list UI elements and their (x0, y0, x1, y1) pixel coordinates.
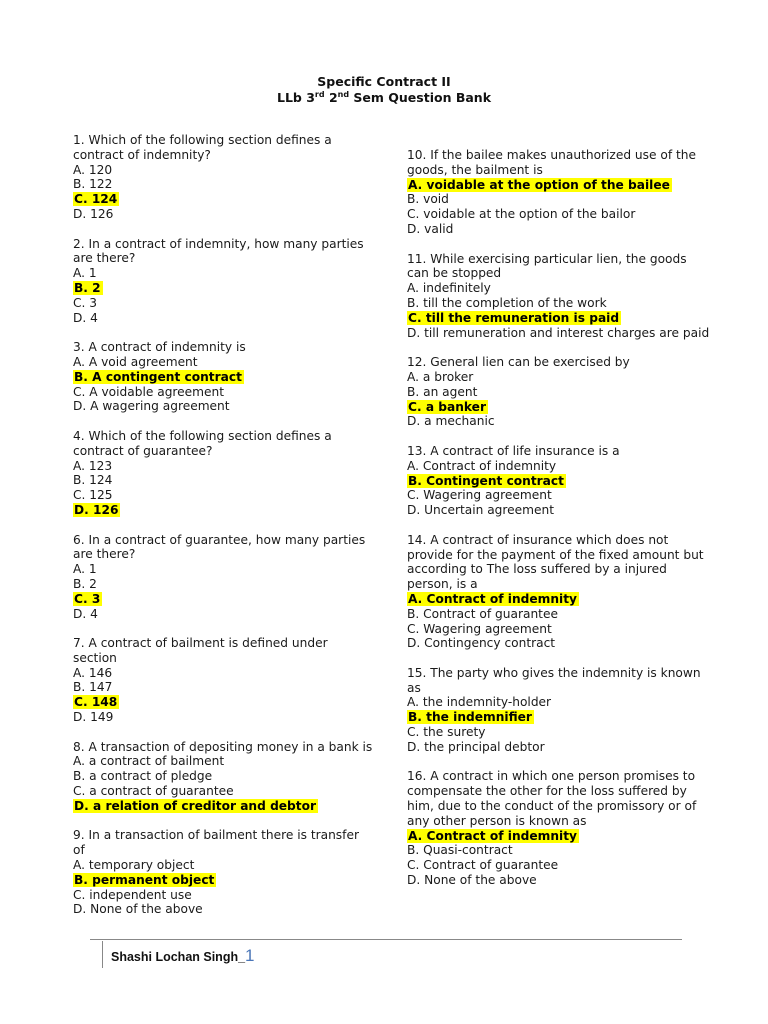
answer-option (73, 769, 373, 784)
option-text: A. 1 (73, 562, 97, 577)
option-text: C. 148 (74, 695, 118, 710)
left-question-column (73, 133, 373, 932)
option-text: A. Contract of indemnity (408, 828, 577, 843)
answer-option (407, 607, 707, 622)
option-text: B. void (407, 192, 449, 207)
answer-option (73, 784, 373, 799)
answer-option (73, 399, 373, 414)
answer-option (407, 385, 707, 400)
question-text: 14. A contract of insurance which does not provide for the payment of the fixed amount but according to The loss suffered by a injured person, is a (407, 532, 704, 592)
option-text: B. Quasi-contract (407, 843, 513, 858)
option-text: D. Uncertain agreement (407, 503, 555, 518)
answer-option (407, 222, 707, 237)
footer-vertical-bar (102, 941, 103, 968)
option-text: D. None of the above (407, 873, 537, 888)
option-text: B. 124 (73, 473, 113, 488)
answer-option (73, 311, 373, 326)
question-block (407, 444, 707, 518)
document-subtitle: LLb 3rd 2nd Sem Question Bank (276, 90, 492, 106)
question-text: 13. A contract of life insurance is a (407, 443, 620, 458)
answer-option (73, 666, 373, 681)
answer-option (407, 843, 707, 858)
option-text: A. 123 (73, 458, 113, 473)
question-text: 8. A transaction of depositing money in a bank is (73, 739, 373, 754)
correct-answer-option (407, 474, 707, 489)
option-text: C. Wagering agreement (407, 621, 552, 636)
option-text: B. an agent (407, 384, 478, 399)
option-text: D. till remuneration and interest charges are paid (407, 325, 710, 340)
question-text: 6. In a contract of guarantee, how many parties are there? (73, 532, 366, 562)
question-text: 11. While exercising particular lien, the goods can be stopped (407, 251, 687, 281)
question-text: 10. If the bailee makes unauthorized use of the goods, the bailment is (407, 148, 696, 177)
option-text: B. a contract of pledge (73, 769, 213, 784)
option-text: C. 3 (74, 591, 101, 606)
option-text: A. 120 (73, 162, 113, 177)
answer-option (73, 710, 373, 725)
option-text: D. Contingency contract (407, 636, 556, 651)
correct-answer-option (407, 829, 707, 844)
answer-option (407, 488, 707, 503)
question-text: 16. A contract in which one person promises to compensate the other for the loss suffered by him, due to the conduct of the promissory or of any other person is known as (407, 769, 697, 828)
correct-answer-option (73, 281, 373, 296)
answer-option (73, 355, 373, 370)
question-block (73, 533, 373, 622)
answer-option (73, 163, 373, 178)
document-title: Specific Contract II (317, 74, 451, 89)
answer-option (407, 695, 707, 710)
question-block (73, 740, 373, 814)
question-text: 15. The party who gives the indemnity is known as (407, 665, 701, 695)
answer-option (407, 192, 707, 207)
option-text: D. a mechanic (407, 414, 495, 429)
option-text: A. A void agreement (73, 354, 198, 369)
option-text: D. None of the above (73, 902, 203, 917)
option-text: C. Contract of guarantee (407, 858, 559, 873)
option-text: A. 1 (73, 266, 97, 281)
correct-answer-option (407, 710, 707, 725)
option-text: D. 4 (73, 310, 98, 325)
answer-option (407, 740, 707, 755)
option-text: A. temporary object (73, 858, 195, 873)
question-block (407, 533, 707, 651)
option-text: B. permanent object (74, 872, 215, 887)
option-text: C. A voidable agreement (73, 384, 225, 399)
answer-option (407, 725, 707, 740)
question-block (73, 636, 373, 725)
answer-option (407, 873, 707, 888)
correct-answer-option (73, 873, 373, 888)
option-text: A. 146 (73, 665, 113, 680)
answer-option (73, 680, 373, 695)
option-text: C. 124 (74, 192, 118, 207)
option-text: C. 3 (73, 295, 98, 310)
answer-option (407, 622, 707, 637)
answer-option (73, 902, 373, 917)
question-block (407, 666, 707, 755)
option-text: D. the principal debtor (407, 739, 545, 754)
answer-option (407, 414, 707, 429)
option-text: C. independent use (73, 887, 192, 902)
answer-option (73, 577, 373, 592)
option-text: D. 149 (73, 710, 114, 725)
footer-divider (90, 939, 682, 940)
answer-option (407, 325, 710, 341)
answer-option (73, 459, 373, 474)
answer-option (73, 207, 373, 222)
option-text: A. Contract of indemnity (407, 458, 557, 473)
option-text: B. Contract of guarantee (407, 606, 558, 621)
answer-option (73, 888, 373, 903)
footer-author: Shashi Lochan Singh_ (111, 950, 246, 964)
question-text: 1. Which of the following section defines a contract of indemnity? (73, 133, 332, 162)
option-text: C. a banker (408, 399, 486, 414)
correct-answer-option (73, 799, 373, 814)
question-text: 12. General lien can be exercised by (407, 355, 630, 370)
option-text: D. 4 (73, 606, 98, 621)
answer-option (407, 858, 707, 873)
right-question-column (407, 148, 710, 903)
option-text: D. A wagering agreement (73, 399, 230, 414)
option-text: D. 126 (73, 206, 114, 221)
option-text: D. valid (407, 221, 454, 236)
answer-option (73, 754, 373, 769)
option-text: A. the indemnity-holder (407, 695, 552, 710)
answer-option (73, 858, 373, 873)
option-text: B. 2 (74, 280, 101, 295)
option-text: C. 125 (73, 488, 113, 503)
option-text: B. 147 (73, 680, 113, 695)
answer-option (73, 385, 373, 400)
option-text: C. a contract of guarantee (73, 784, 234, 799)
answer-option (73, 488, 373, 503)
answer-option (73, 296, 373, 311)
question-block (407, 355, 707, 429)
option-text: B. A contingent contract (74, 369, 242, 384)
footer (111, 946, 255, 966)
option-text: A. indefinitely (407, 281, 491, 296)
correct-answer-option (73, 503, 373, 518)
correct-answer-option (407, 400, 707, 415)
answer-option (73, 562, 373, 577)
answer-option (73, 473, 373, 488)
answer-option (407, 503, 707, 518)
question-block (73, 429, 373, 518)
option-text: C. voidable at the option of the bailor (407, 207, 636, 222)
option-text: A. voidable at the option of the bailee (408, 177, 670, 192)
question-text: 4. Which of the following section defines a contract of guarantee? (73, 428, 332, 458)
option-text: D. 126 (74, 502, 119, 517)
question-block (73, 340, 373, 414)
answer-option (73, 607, 373, 622)
option-text: A. Contract of indemnity (408, 591, 577, 606)
question-text: 9. In a transaction of bailment there is transfer of (73, 828, 359, 858)
answer-option (407, 636, 707, 651)
question-block (407, 769, 707, 887)
correct-answer-option (407, 311, 707, 326)
answer-option (73, 177, 373, 192)
answer-option (407, 459, 707, 474)
correct-answer-option (73, 592, 373, 607)
correct-answer-option (407, 592, 707, 607)
correct-answer-option (73, 192, 373, 207)
option-text: B. 122 (73, 177, 113, 192)
question-block (73, 237, 373, 326)
answer-option (407, 207, 707, 222)
question-block (407, 148, 707, 237)
answer-option (73, 266, 373, 281)
correct-answer-option (407, 178, 707, 193)
question-block (407, 251, 710, 341)
option-text: B. till the completion of the work (407, 295, 607, 310)
question-text: 2. In a contract of indemnity, how many parties are there? (73, 236, 364, 266)
correct-answer-option (73, 695, 373, 710)
option-text: D. a relation of creditor and debtor (74, 798, 316, 813)
option-text: A. a broker (407, 369, 474, 384)
correct-answer-option (73, 370, 373, 385)
question-block (73, 828, 373, 917)
answer-option (407, 370, 707, 385)
option-text: C. Wagering agreement (407, 488, 552, 503)
option-text: C. the surety (407, 725, 486, 740)
option-text: B. 2 (73, 576, 97, 591)
answer-option (407, 296, 707, 311)
answer-option (407, 281, 707, 296)
question-text: 7. A contract of bailment is defined under section (73, 636, 328, 665)
page-number: 1 (245, 946, 255, 965)
option-text: B. the indemnifier (408, 710, 532, 725)
question-block (73, 133, 373, 222)
option-text: C. till the remuneration is paid (408, 310, 620, 325)
question-text: 3. A contract of indemnity is (73, 340, 246, 355)
option-text: B. Contingent contract (408, 473, 564, 488)
option-text: A. a contract of bailment (73, 754, 225, 769)
